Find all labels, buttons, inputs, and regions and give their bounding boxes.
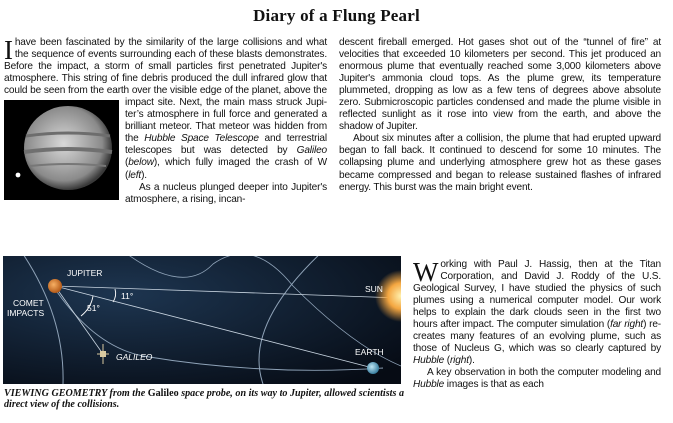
viewing-geometry-diagram xyxy=(3,256,401,384)
jupiter-impact-photo xyxy=(4,100,119,200)
paragraph: About six minutes after a collision, the plume that had erupted upward began to fall back. It continued to descend for some 10 minutes. The collapsing plume and underlying atmosphere grew hot as these gases became compressed and began to release sustained flashes of infrared energy. This burst was the main bright event. xyxy=(339,133,661,193)
comet-impacts-label-2: IMPACTS xyxy=(7,308,45,318)
article-column-1: Ihave been fascinated by the similarity of the large collisions and what the sequence of events surrounding each of these blasts demonstrates. Before the impact, a storm of small particles first penetrated Jupiter's atmosphere. This string of fine debris produced the dull infrared glow that could be seen from the earth over the visible edge of the planet, above the impact site. Next, the main mass struck Jupi- ter’s atmosphere in full force and generated a brilliant meteor. That meteor was hidden from the Hubble Space Telescope and terrestrial telescopes but was detected by Galileo (below), which fully imaged the crash of W (left). As a nucleus plunged deeper into Jupiter's atmosphere, a rising, incan- xyxy=(4,35,327,205)
paragraph-text: have been fascinated by the similarity of the large collisions and what the sequence of events surrounding each of these blasts demonstrates. Before the impact, a storm of small particles first penetrated Jupiter's atmosphere. This string of fine debris produced the dull infrared glow that could be seen from the earth over the visible edge of the planet, above the impact site. Next, the main mass struck Jupi- xyxy=(4,37,327,109)
drop-cap: I xyxy=(4,35,13,65)
figure-caption: VIEWING GEOMETRY from the Galileo space probe, on its way to Jupiter, allowed scientists a direct view of the collisions. xyxy=(4,388,404,410)
galileo-label: GALILEO xyxy=(116,352,153,362)
earth-graphic xyxy=(367,362,379,374)
jupiter-label: JUPITER xyxy=(67,268,103,278)
angle-large-label: 51° xyxy=(87,303,100,313)
article-column-2 xyxy=(339,37,661,194)
page-title: Diary of a Flung Pearl xyxy=(253,6,420,25)
sun-label: SUN xyxy=(365,284,383,294)
drop-cap: W xyxy=(413,257,439,287)
paragraph: As a nucleus plunged deeper into Jupiter's atmosphere, a rising, incan- xyxy=(125,181,327,205)
earth-label: EARTH xyxy=(355,347,384,357)
article-column-3: W orking with Paul J. Hassig, then at the Titan Corporation, and David J. Roddy of the U.S. Geological Survey, I have studied the physics of such plumes using a numerical computer model. Our work helps to explain the dark clouds seen in the first two hours after impact. The computer simulation (far right) re-creates many features of an evolving plume, such as those of Nucleus G, which was so clearly captured by Hubble (right). A key observation in both the computer modeling and Hubble images is that as each xyxy=(413,257,661,391)
diagram-graphic xyxy=(3,256,401,384)
comet-impacts-label: COMET xyxy=(13,298,44,308)
angle-small-label: 11° xyxy=(121,291,134,301)
paragraph: descent fireball emerged. Hot gases shot out of the “tunnel of fire” at velocities that exceeded 10 kilometers per second. This jet produced an enormous plume that eventually reached some 3,000 kilometers above Jupiter's ammonia cloud tops. As the plume grew, its temperature plummeted, dropping as low as a few tens of degrees above absolute zero. Submicroscopic particles condensed and made the plume visible in reflected sunlight as it rose into view from the earth, and above the shadow of Jupiter. xyxy=(339,37,661,133)
jupiter-graphic xyxy=(48,279,62,293)
